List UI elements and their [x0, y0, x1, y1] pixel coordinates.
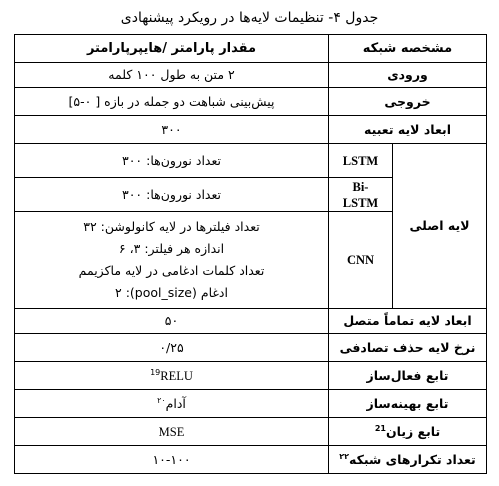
header-row	[15, 35, 487, 63]
row-name: ابعاد لایه تعبیه	[329, 116, 487, 144]
sublayer-value	[15, 212, 329, 309]
value-text: RELU	[160, 368, 193, 383]
table-row	[15, 334, 487, 362]
row-value: پیش‌بینی شباهت دو جمله در بازه [ ۰-۵]	[15, 88, 329, 116]
row-name: خروجی	[329, 88, 487, 116]
sublayer-name: Bi-LSTM	[329, 178, 393, 212]
name-text: تابع زیان	[385, 423, 441, 439]
name-text: تعداد تکرارهای شبکه	[349, 451, 476, 467]
sublayer-value: تعداد نورون‌ها: ۳۰۰	[15, 144, 329, 178]
row-name	[329, 418, 487, 446]
table-caption: جدول ۴- تنظیمات لایه‌ها در رویکرد پیشنهادی	[120, 10, 379, 26]
value-text: MSE	[158, 424, 185, 439]
main-layer-label: لایه اصلی	[393, 144, 487, 309]
header-value: مقدار پارامتر /هایپرپارامتر	[15, 35, 329, 63]
header-spec: مشخصه شبکه	[329, 35, 487, 63]
table-row	[15, 144, 487, 178]
table-row	[15, 446, 487, 474]
sublayer-name: CNN	[329, 212, 393, 309]
cnn-settings	[21, 212, 322, 308]
footnote-marker: ۲۰	[157, 395, 166, 405]
row-name	[329, 446, 487, 474]
row-name: ورودی	[329, 63, 487, 88]
parameters-table	[14, 34, 487, 474]
row-value	[15, 418, 329, 446]
footnote-marker: 19	[150, 367, 161, 377]
footnote-marker: ۲۲	[339, 451, 350, 461]
row-name: تابع بهینه‌ساز	[329, 390, 487, 418]
row-name: نرخ لایه حذف تصادفی	[329, 334, 487, 362]
row-value: ۰/۲۵	[15, 334, 329, 362]
table-row	[15, 63, 487, 88]
value-text: آدام	[165, 395, 186, 411]
table-row	[15, 362, 487, 390]
table-row	[15, 309, 487, 334]
row-name: تابع فعال‌ساز	[329, 362, 487, 390]
row-value: ۵۰	[15, 309, 329, 334]
table-row	[15, 390, 487, 418]
footnote-marker: 21	[374, 423, 386, 433]
row-name: ابعاد لایه تماماً متصل	[329, 309, 487, 334]
table-row	[15, 88, 487, 116]
sublayer-value: تعداد نورون‌ها: ۳۰۰	[15, 178, 329, 212]
row-value: ۳۰۰	[15, 116, 329, 144]
cnn-line: ادغام (pool_size): ۲	[115, 285, 228, 300]
cnn-line: تعداد کلمات ادغامی در لایه ماکزیمم	[78, 263, 265, 278]
row-value: ۱۰-۱۰۰	[15, 446, 329, 474]
row-value	[15, 390, 329, 418]
sublayer-name: LSTM	[329, 144, 393, 178]
cnn-line: اندازه هر فیلتر: ۳، ۶	[118, 241, 225, 256]
row-value	[15, 362, 329, 390]
cnn-line: تعداد فیلترها در لایه کانولوشن: ۳۲	[83, 219, 260, 234]
table-row	[15, 116, 487, 144]
row-value: ۲ متن به طول ۱۰۰ کلمه	[15, 63, 329, 88]
table-row	[15, 418, 487, 446]
